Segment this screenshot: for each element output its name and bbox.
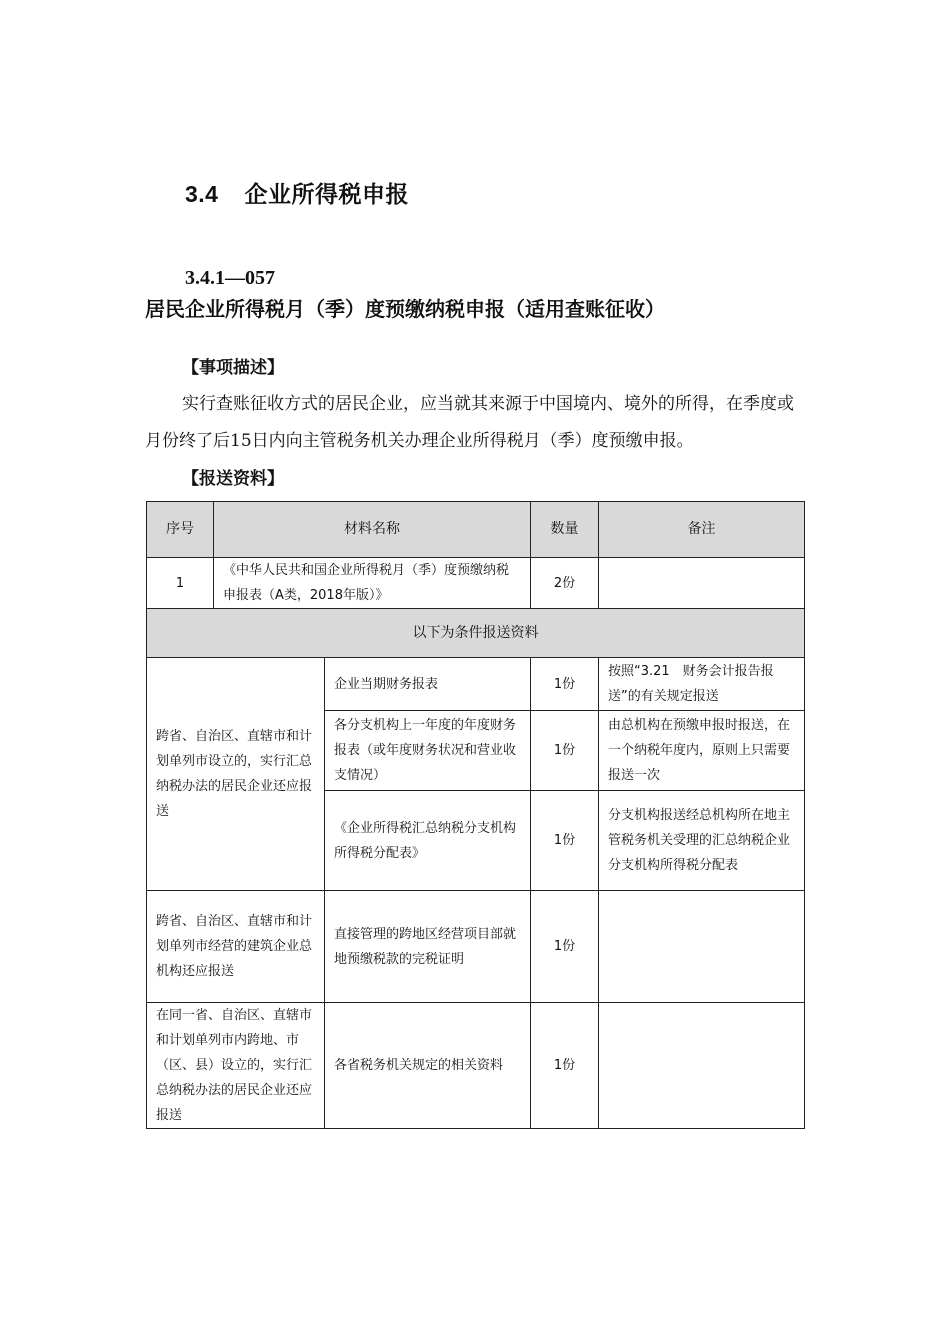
group3-condition: 在同一省、自治区、直辖市和计划单列市内跨地、市（区、县）设立的，实行汇总纳税办法的居民企业还应报送 [147,1003,325,1129]
subsection-heading [145,262,810,325]
header-note: 备注 [599,502,805,558]
group1-item2-note: 由总机构在预缴申报时报送，在一个纳税年度内，原则上只需要报送一次 [599,711,805,791]
table-row [147,558,805,609]
description-text: 实行查账征收方式的居民企业，应当就其来源于中国境内、境外的所得，在季度或月份终了后15日内向主管税务机关办理企业所得税月（季）度预缴申报。 [145,394,794,451]
section-number: 3.4 [185,181,219,207]
group2-name: 直接管理的跨地区经营项目部就地预缴税款的完税证明 [325,891,531,1003]
subsection-title: 居民企业所得税月（季）度预缴纳税申报（适用查账征收） [145,297,665,321]
table-row [147,658,805,711]
group1-item2-name: 各分支机构上一年度的年度财务报表（或年度财务状况和营业收支情况） [325,711,531,791]
group3-note [599,1003,805,1129]
group2-qty: 1份 [531,891,599,1003]
header-name: 材料名称 [214,502,531,558]
row1-note [599,558,805,609]
materials-label: 【报送资料】 [182,469,284,489]
table-header-row [147,502,805,558]
header-qty: 数量 [531,502,599,558]
materials-table [146,501,805,1129]
group1-item3-name: 《企业所得税汇总纳税分支机构所得税分配表》 [325,791,531,891]
section-title: 企业所得税申报 [244,182,409,208]
subsection-number: 3.4.1—057 [185,267,275,289]
row1-seq: 1 [147,558,214,609]
group2-condition: 跨省、自治区、直辖市和计划单列市经营的建筑企业总机构还应报送 [147,891,325,1003]
group1-item3-qty: 1份 [531,791,599,891]
group1-item1-qty: 1份 [531,658,599,711]
section-heading [185,176,409,209]
group1-item2-qty: 1份 [531,711,599,791]
row1-qty: 2份 [531,558,599,609]
table-row [147,891,805,1003]
group2-note [599,891,805,1003]
group3-qty: 1份 [531,1003,599,1129]
group3-name: 各省税务机关规定的相关资料 [325,1003,531,1129]
conditional-header-row [147,609,805,658]
header-seq: 序号 [147,502,214,558]
group1-item1-note: 按照“3.21 财务会计报告报送”的有关规定报送 [599,658,805,711]
conditional-header: 以下为条件报送资料 [147,609,805,658]
table-row [147,1003,805,1129]
group1-item1-name: 企业当期财务报表 [325,658,531,711]
description-label: 【事项描述】 [182,358,284,378]
group1-condition: 跨省、自治区、直辖市和计划单列市设立的，实行汇总纳税办法的居民企业还应报送 [147,658,325,891]
row1-name: 《中华人民共和国企业所得税月（季）度预缴纳税申报表（A类，2018年版）》 [214,558,531,609]
group1-item3-note: 分支机构报送经总机构所在地主管税务机关受理的汇总纳税企业分支机构所得税分配表 [599,791,805,891]
